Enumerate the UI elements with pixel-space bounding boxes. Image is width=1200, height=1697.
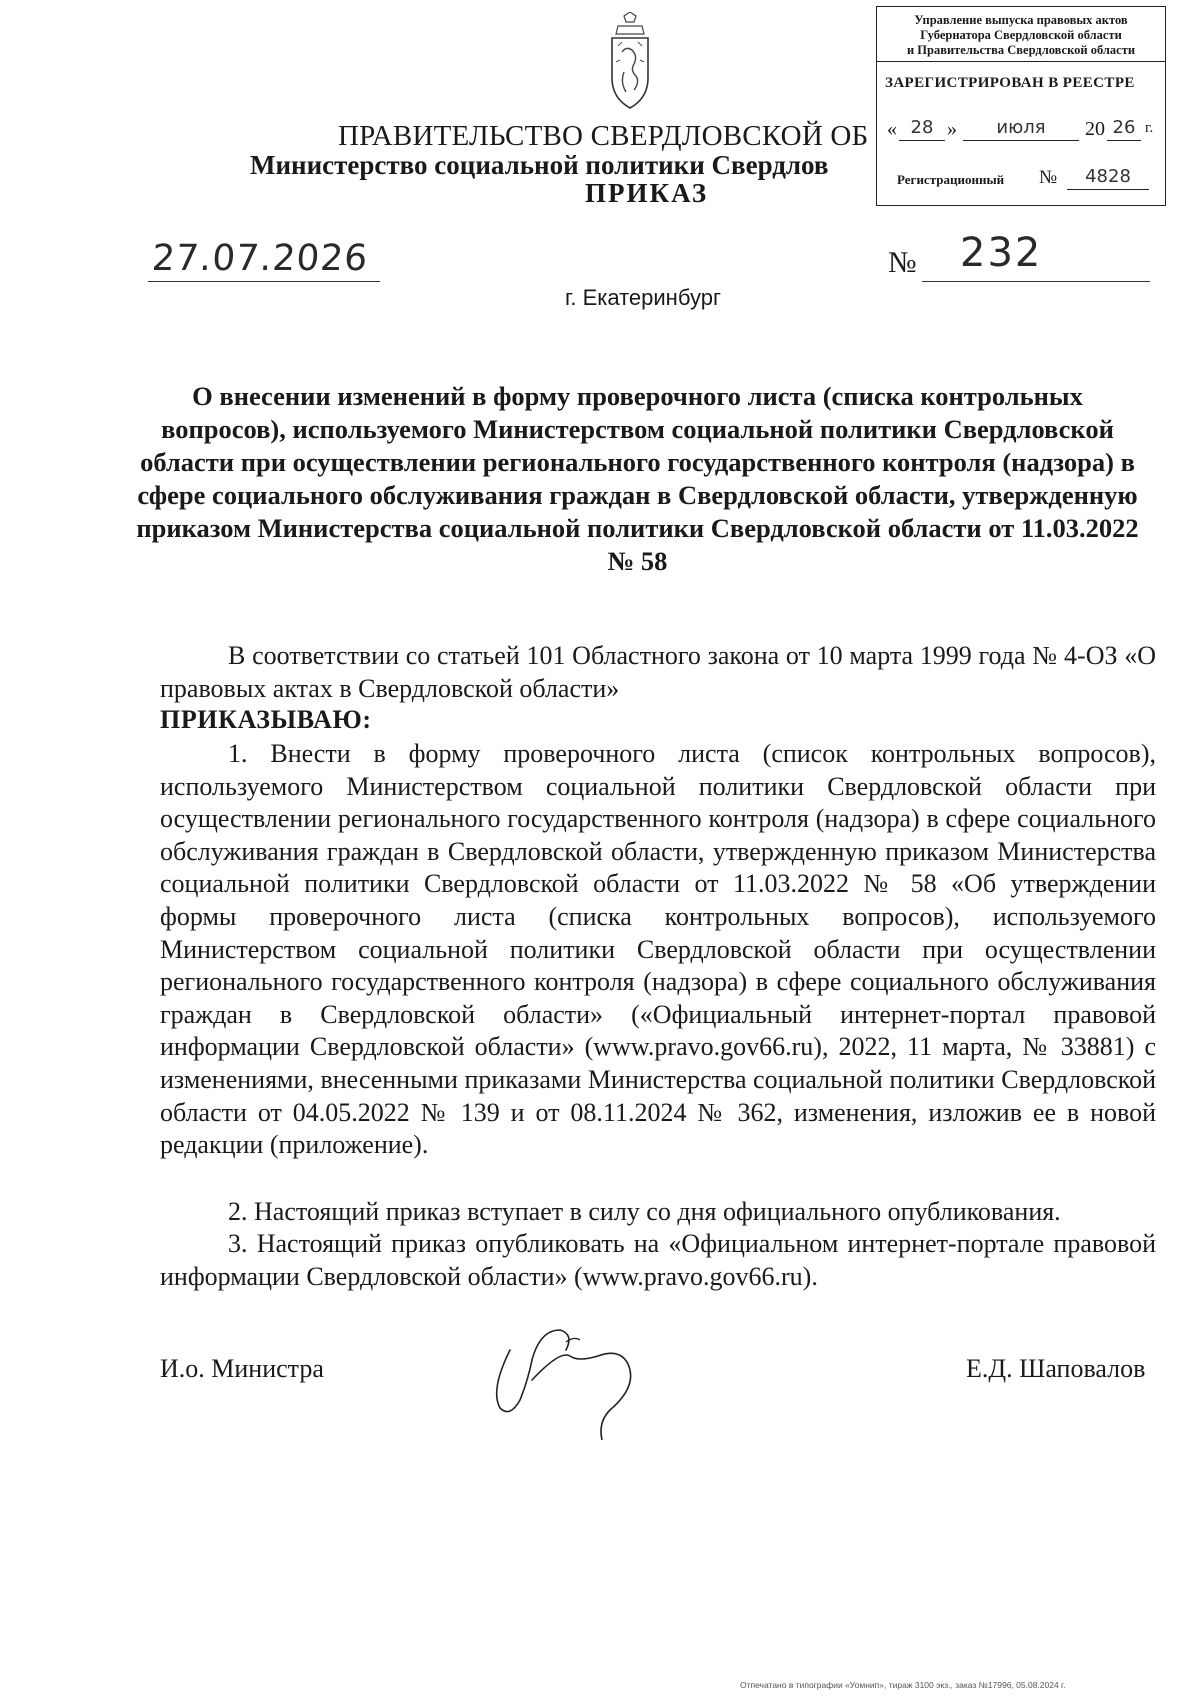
- stamp-year-prefix: 20: [1085, 118, 1105, 140]
- stamp-quote-close: »: [947, 118, 957, 140]
- stamp-registration-date: [887, 118, 1159, 142]
- registry-stamp: [876, 6, 1166, 206]
- stamp-year-suffix: 26: [1107, 118, 1141, 141]
- order-number-sign: №: [888, 246, 917, 279]
- stamp-registration-number: [897, 167, 1157, 191]
- order-item-2: 2. Настоящий приказ вступает в силу со дня официального опубликования.: [228, 1197, 1061, 1226]
- ministry-title: Министерство социальной политики Свердлов: [250, 150, 829, 180]
- order-type-title: ПРИКАЗ: [585, 178, 709, 208]
- coat-of-arms-emblem: [604, 12, 656, 112]
- stamp-department-line: и Правительства Свердловской области: [906, 43, 1136, 57]
- stamp-quote-open: «: [887, 118, 897, 140]
- stamp-month: июля: [963, 118, 1079, 141]
- order-number: 232: [960, 230, 1043, 276]
- stamp-department-line: Управление выпуска правовых актов: [914, 13, 1128, 27]
- stamp-num-sign: №: [1039, 167, 1058, 188]
- stamp-year-abbr: г.: [1145, 120, 1154, 136]
- signer-name: Е.Д. Шаповалов: [966, 1354, 1146, 1383]
- order-number-underline: [922, 281, 1150, 282]
- stamp-reg-number: 4828: [1067, 167, 1149, 190]
- print-note: Отпечатано в типографии «Уомнип», тираж 3100 экз., заказ №17996, 05.08.2024 г.: [740, 1680, 1066, 1690]
- government-title: ПРАВИТЕЛЬСТВО СВЕРДЛОВСКОЙ ОБ: [338, 120, 869, 152]
- preamble-paragraph: В соответствии со статьей 101 Областного закона от 10 марта 1999 года № 4-ОЗ «О правовых актах в Свердловской области»: [160, 641, 1156, 703]
- stamp-registered-label: ЗАРЕГИСТРИРОВАН В РЕЕСТРЕ: [885, 75, 1135, 91]
- signer-position: И.о. Министра: [160, 1354, 324, 1383]
- stamp-department: [877, 7, 1165, 62]
- stamp-department-line: Губернатора Свердловской области: [920, 28, 1122, 42]
- stamp-reg-label: Регистрационный: [897, 172, 1005, 187]
- order-item-1: 1. Внести в форму проверочного листа (список контрольных вопросов), используемого Министерством социальной политики Свердловской области при осуществлении регионального государственного контроля (надзора) в сфере социального обслуживания граждан в Свердловской области, утвержденную приказом Министерства социальной политики Свердловской области от 11.03.2022 № 58 «Об утверждении формы проверочного листа (списка контрольных вопросов), используемого Министерством социальной политики Свердловской области при осуществлении регионального государственного контроля (надзора) в сфере социального обслуживания граждан в Свердловской области» («Официальный интернет-портал правовой информации Свердловской области» (www.pravo.gov66.ru), 2022, 11 марта, № 33881) с изменениями, внесенными приказами Министерства социальной политики Свердловской области от 04.05.2022 № 139 и от 08.11.2024 № 362, изменения, изложив ее в новой редакции (приложение).: [160, 739, 1156, 1160]
- document-heading: О внесении изменений в форму проверочного листа (списка контрольных вопросов), используемого Министерством социальной политики Свердловской области при осуществлении регионального государственного контроля (надзора) в сфере социального обслуживания граждан в Свердловской области, утвержденную приказом Министерства социальной политики Свердловской области от 11.03.2022 № 58: [136, 381, 1139, 576]
- order-date-underline: [148, 281, 380, 282]
- order-item-3: 3. Настоящий приказ опубликовать на «Официальном интернет-портале правовой информации Свердловской области» (www.pravo.gov66.ru).: [160, 1229, 1156, 1291]
- order-date: 27.07.2026: [150, 238, 370, 279]
- stamp-day: 28: [899, 118, 945, 141]
- handwritten-signature: [470, 1290, 650, 1440]
- order-word: ПРИКАЗЫВАЮ:: [160, 705, 372, 734]
- city: г. Екатеринбург: [565, 285, 721, 310]
